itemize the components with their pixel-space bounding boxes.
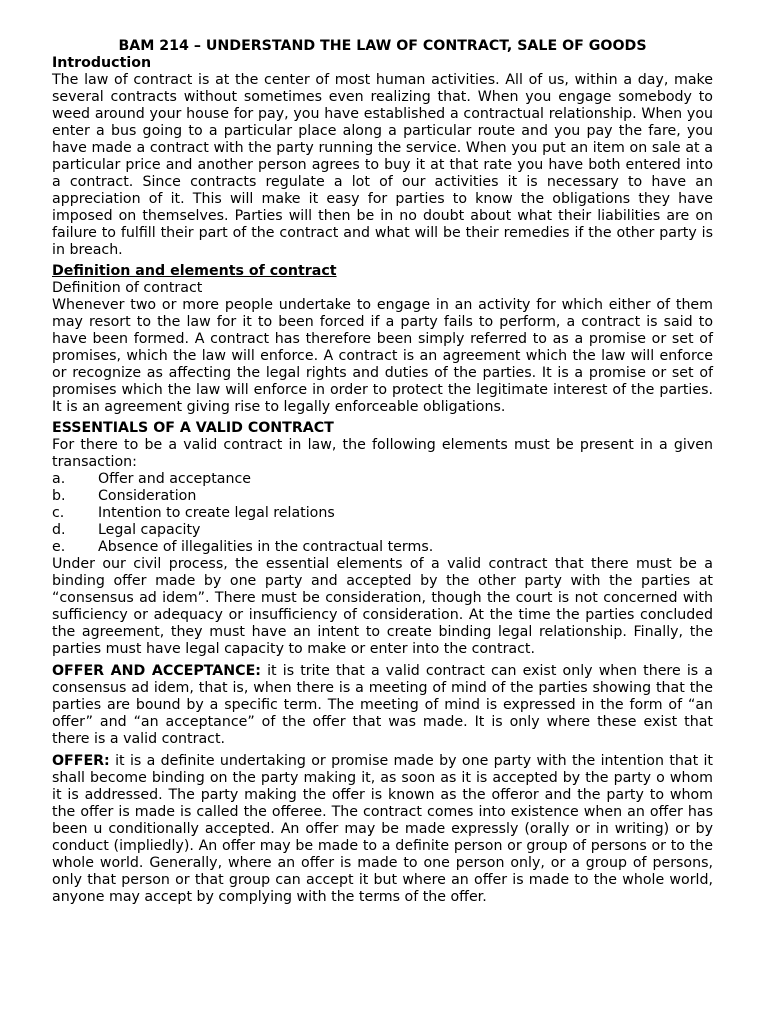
offer-paragraph <box>52 753 713 906</box>
document-title: BAM 214 – UNDERSTAND THE LAW OF CONTRACT, SALE OF GOODS <box>118 38 647 54</box>
essentials-list <box>52 471 713 556</box>
essentials-heading: ESSENTIALS OF A VALID CONTRACT <box>52 420 334 436</box>
essentials-intro: For there to be a valid contract in law, the following elements must be present in a given transaction: <box>52 437 713 470</box>
list-item-letter: e. <box>52 539 66 555</box>
intro-heading: Introduction <box>52 55 152 71</box>
list-item-letter: b. <box>52 488 66 504</box>
list-item <box>52 522 713 539</box>
list-item <box>52 539 713 556</box>
offer-acceptance-paragraph <box>52 663 713 748</box>
list-item-text: Consideration <box>98 488 197 504</box>
offer-text: it is a definite undertaking or promise made by one party with the intention that it shall become binding on the party making it, as soon as it is accepted by the party o whom it is addressed. The party making the offer is known as the offeror and the party to whom the offer is made is called the offeree. The contract comes into existence when an offer has been u conditionally accepted. An offer may be made expressly (orally or in writing) or by conduct (impliedly). An offer may be made to a definite person or group of persons or to the whole world. Generally, where an offer is made to one person only, or a group of persons, only that person or that group can accept it but where an offer is made to the whole world, anyone may accept by complying with the terms of the offer. <box>52 753 713 905</box>
list-item-letter: d. <box>52 522 66 538</box>
definition-paragraph: Whenever two or more people undertake to engage in an activity for which either of them may resort to the law for it to been forced if a party fails to perform, a contract is said to have been formed. A contract has therefore been simply referred to as a promise or set of promises, which the law will enforce. A contract is an agreement which the law will enforce or recognize as affecting the legal rights and duties of the parties. It is a promise or set of promises which the law will enforce in order to protect the legitimate interest of the parties. It is an agreement giving rise to legally enforceable obligations. <box>52 297 713 415</box>
list-item <box>52 505 713 522</box>
intro-paragraph: The law of contract is at the center of most human activities. All of us, within a day, make several contracts without sometimes even realizing that. When you engage somebody to weed around your house for pay, you have established a contractual relationship. When you enter a bus going to a particular place along a particular route and you pay the fare, you have made a contract with the party running the service. When you put an item on sale at a particular price and another person agrees to buy it at that rate you have both entered into a contract. Since contracts regulate a lot of our activities it is necessary to have an appreciation of it. This will make it easy for parties to know the obligations they have imposed on themselves. Parties will then be in no doubt about what their liabilities are on failure to fulfill their part of the contract and what will be their remedies if the other party is in breach. <box>52 72 713 258</box>
list-item <box>52 471 713 488</box>
list-item-text: Legal capacity <box>98 522 201 538</box>
list-item-text: Offer and acceptance <box>98 471 252 487</box>
document-page <box>52 38 713 906</box>
list-item <box>52 488 713 505</box>
offer-lead: OFFER: <box>52 753 110 769</box>
offer-acceptance-lead: OFFER AND ACCEPTANCE: <box>52 663 261 679</box>
essentials-paragraph: Under our civil process, the essential elements of a valid contract that there must be a binding offer made by one party and accepted by the other party with the parties at “consensus ad idem”. There must be consideration, though the court is not concerned with sufficiency or adequacy or insufficiency of consideration. At the time the parties concluded the agreement, they must have an intent to create binding legal relationship. Finally, the parties must have legal capacity to make or enter into the contract. <box>52 556 713 657</box>
definition-heading: Definition and elements of contract <box>52 263 337 279</box>
list-item-letter: a. <box>52 471 66 487</box>
list-item-text: Absence of illegalities in the contractual terms. <box>98 539 434 555</box>
offer-acceptance-text: it is trite that a valid contract can exist only when there is a consensus ad idem, that is, when there is a meeting of mind of the parties showing that the parties are bound by a specific term. The meeting of mind is expressed in the form of “an offer” and “an acceptance” of the offer that was made. It is only where these exist that there is a valid contract. <box>52 663 713 747</box>
list-item-letter: c. <box>52 505 65 521</box>
list-item-text: Intention to create legal relations <box>98 505 335 521</box>
definition-subheading: Definition of contract <box>52 280 203 296</box>
